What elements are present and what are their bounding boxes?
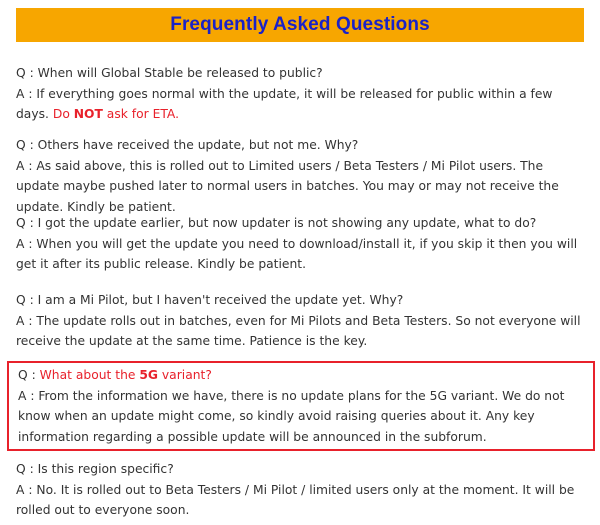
- faq-item: [16, 459, 586, 521]
- faq-answer: A : As said above, this is rolled out to Limited users / Beta Testers / Mi Pilot users. The update maybe pushed later to normal users in batches. You may or may not receive the update. Kindly be patient.: [16, 158, 559, 214]
- faq-answer: A : The update rolls out in batches, even for Mi Pilots and Beta Testers. So not everyone will receive the update at the same time. Patience is the key.: [16, 313, 581, 348]
- faq-question: Q : I got the update earlier, but now updater is not showing any update, what to do?: [16, 216, 537, 230]
- eta-warning: Do NOT ask for ETA.: [52, 107, 180, 121]
- faq-answer: A : From the information we have, there is no update plans for the 5G variant. We do not know when an update might come, so kindly avoid raising queries about it. Any key information regarding a possible update will be announced in the subforum.: [18, 388, 565, 444]
- faq-question: Q : What about the 5G variant?: [18, 368, 212, 382]
- faq-question: Q : I am a Mi Pilot, but I haven't received the update yet. Why?: [16, 293, 404, 307]
- faq-item: [16, 290, 586, 352]
- faq-answer: A : No. It is rolled out to Beta Testers / Mi Pilot / limited users only at the moment. It will be rolled out to everyone soon.: [16, 482, 575, 517]
- page-title: Frequently Asked Questions: [170, 14, 430, 35]
- faq-banner: [16, 8, 584, 42]
- faq-answer: A : If everything goes normal with the update, it will be released for public within a few days. Do NOT ask for ETA.: [16, 86, 553, 121]
- faq-item: [16, 213, 586, 275]
- faq-answer: A : When you will get the update you need to download/install it, if you skip it then you will get it after its public release. Kindly be patient.: [16, 236, 578, 271]
- faq-question: Q : Is this region specific?: [16, 462, 174, 476]
- faq-question: Q : When will Global Stable be released to public?: [16, 66, 323, 80]
- faq-item: [16, 63, 586, 125]
- faq-item: [16, 135, 586, 217]
- highlighted-faq-box: [7, 361, 595, 451]
- faq-question: Q : Others have received the update, but not me. Why?: [16, 138, 359, 152]
